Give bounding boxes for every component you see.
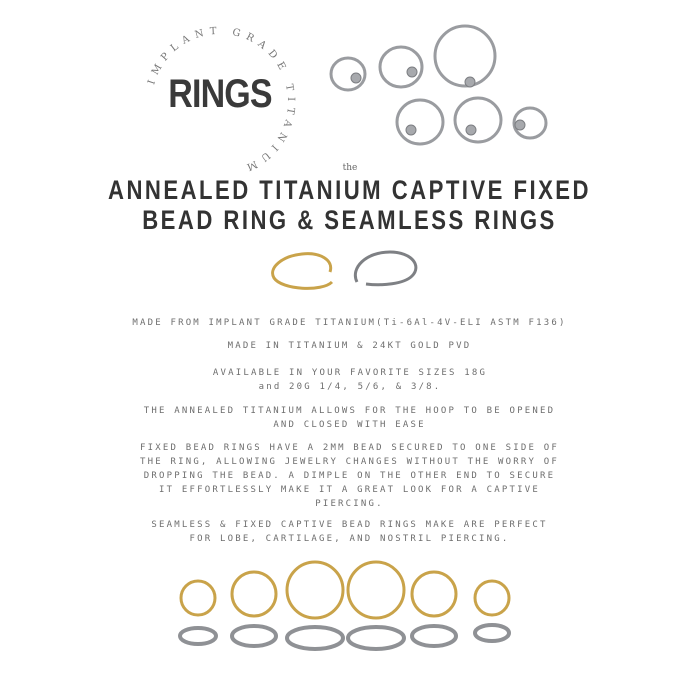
paragraph-material: MADE FROM IMPLANT GRADE TITANIUM(Ti-6Al-4V-ELI ASTM F136): [132, 318, 567, 328]
page-title-line-1: ANNEALED TITANIUM CAPTIVE FIXED: [107, 175, 591, 205]
badge-title: RINGS: [168, 72, 272, 116]
header-the: the: [342, 163, 358, 173]
bead-rings-photo: [318, 22, 558, 152]
paragraph-uses: SEAMLESS & FIXED CAPTIVE BEAD RINGS MAKE ARE PERFECT FOR LOBE, CARTILAGE, AND NOSTRIL PIERCING.: [151, 520, 548, 544]
paragraph-finish: MADE IN TITANIUM & 24KT GOLD PVD: [227, 341, 472, 351]
paragraph-annealed: THE ANNEALED TITANIUM ALLOWS FOR THE HOOP TO BE OPENED AND CLOSED WITH EASE: [143, 406, 556, 430]
paragraph-fixed-bead: FIXED BEAD RINGS HAVE A 2MM BEAD SECURED TO ONE SIDE OF THE RING, ALLOWING JEWELRY CHANGES WITHOUT THE WORRY OF DROPPING THE BEAD. A DIMPLE ON THE OTHER END TO SECURE IT EFFORTLESSLY MAKE IT A GREAT LOOK FOR A CAPTIVE PIERCING.: [139, 443, 559, 509]
ring-row-photo: [170, 556, 530, 686]
seamless-rings-photo: [262, 240, 432, 300]
page-title-line-2: BEAD RING & SEAMLESS RINGS: [142, 205, 557, 235]
badge-circle-text: IMPLANT GRADE TITANIUM: [146, 25, 297, 175]
paragraph-sizes: AVAILABLE IN YOUR FAVORITE SIZES 18G and 20G 1/4, 5/6, & 3/8.: [212, 368, 488, 392]
